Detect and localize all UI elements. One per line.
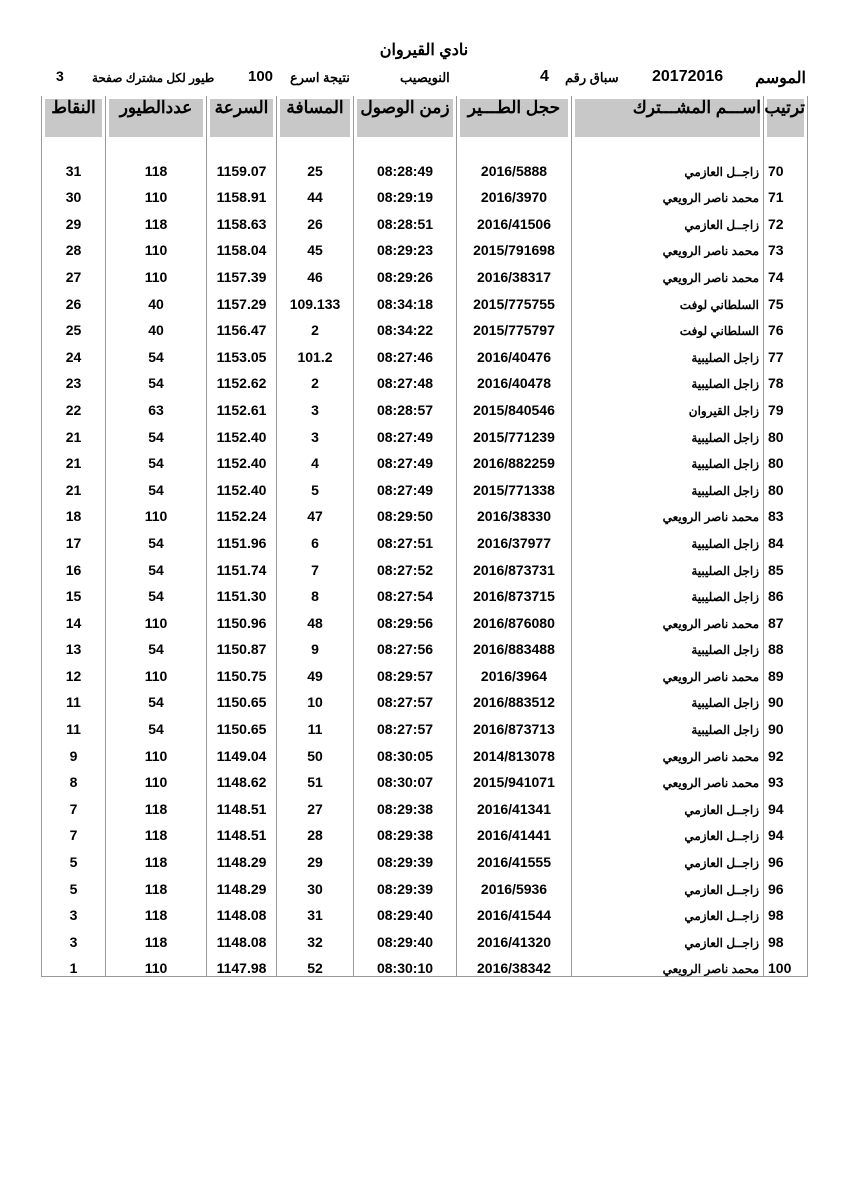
points-cell: 18 xyxy=(42,498,106,525)
points-cell: 31 xyxy=(42,140,106,179)
participant-name-cell: محمد ناصر الرويعي xyxy=(572,737,764,764)
rank-cell: 77 xyxy=(764,338,808,365)
speed-cell: 1150.65 xyxy=(207,710,277,737)
table-row xyxy=(42,737,808,764)
ring-number-cell: 2016/3964 xyxy=(457,657,572,684)
ring-number-cell: 2014/813078 xyxy=(457,737,572,764)
speed-cell: 1152.62 xyxy=(207,365,277,392)
speed-cell: 1152.40 xyxy=(207,471,277,498)
birds-count-cell: 110 xyxy=(106,950,207,977)
distance-cell: 10 xyxy=(277,684,354,711)
speed-cell: 1150.65 xyxy=(207,684,277,711)
distance-cell: 29 xyxy=(277,843,354,870)
participant-name-cell: زاجــل العازمي xyxy=(572,140,764,179)
rank-cell: 90 xyxy=(764,684,808,711)
ring-number-cell: 2016/873731 xyxy=(457,551,572,578)
birds-count-cell: 54 xyxy=(106,471,207,498)
arrival-time-cell: 08:28:57 xyxy=(354,391,457,418)
ring-number-cell: 2016/41441 xyxy=(457,817,572,844)
ring-number-cell: 2015/771338 xyxy=(457,471,572,498)
participant-name-cell: زاجــل العازمي xyxy=(572,870,764,897)
rank-cell: 76 xyxy=(764,312,808,339)
ring-number-cell: 2016/40476 xyxy=(457,338,572,365)
ring-number-cell: 2016/40478 xyxy=(457,365,572,392)
participant-name-cell: زاجل الصليبية xyxy=(572,524,764,551)
rank-cell: 74 xyxy=(764,258,808,285)
rank-cell: 73 xyxy=(764,232,808,259)
table-row xyxy=(42,418,808,445)
table-row xyxy=(42,684,808,711)
arrival-time-cell: 08:29:57 xyxy=(354,657,457,684)
participant-name-cell: زاجل الصليبية xyxy=(572,631,764,658)
table-row xyxy=(42,817,808,844)
rank-cell: 98 xyxy=(764,897,808,924)
rank-cell: 85 xyxy=(764,551,808,578)
table-row xyxy=(42,764,808,791)
points-cell: 24 xyxy=(42,338,106,365)
points-cell: 7 xyxy=(42,817,106,844)
results-table xyxy=(41,96,808,977)
participant-name-cell: محمد ناصر الرويعي xyxy=(572,258,764,285)
participant-name-cell: زاجل الصليبية xyxy=(572,551,764,578)
arrival-time-cell: 08:27:49 xyxy=(354,471,457,498)
birds-count-cell: 118 xyxy=(106,923,207,950)
arrival-time-cell: 08:30:10 xyxy=(354,950,457,977)
arrival-time-cell: 08:27:57 xyxy=(354,684,457,711)
participant-name-cell: زاجــل العازمي xyxy=(572,923,764,950)
rank-cell: 83 xyxy=(764,498,808,525)
birds-count-cell: 40 xyxy=(106,312,207,339)
birds-count-cell: 54 xyxy=(106,524,207,551)
points-cell: 22 xyxy=(42,391,106,418)
birds-count-cell: 54 xyxy=(106,551,207,578)
rank-cell: 94 xyxy=(764,790,808,817)
table-row xyxy=(42,391,808,418)
arrival-time-cell: 08:27:56 xyxy=(354,631,457,658)
participant-name-cell: محمد ناصر الرويعي xyxy=(572,179,764,206)
column-header-speed: السرعة xyxy=(207,96,277,140)
speed-cell: 1157.39 xyxy=(207,258,277,285)
birds-count-cell: 110 xyxy=(106,498,207,525)
ring-number-cell: 2016/38317 xyxy=(457,258,572,285)
birds-count-cell: 54 xyxy=(106,338,207,365)
page-number: 3 xyxy=(56,68,64,84)
distance-cell: 101.2 xyxy=(277,338,354,365)
participant-name-cell: زاجــل العازمي xyxy=(572,205,764,232)
participant-name-cell: زاجل الصليبية xyxy=(572,445,764,472)
distance-cell: 2 xyxy=(277,312,354,339)
table-row xyxy=(42,471,808,498)
ring-number-cell: 2016/41544 xyxy=(457,897,572,924)
points-cell: 11 xyxy=(42,684,106,711)
points-cell: 9 xyxy=(42,737,106,764)
points-cell: 16 xyxy=(42,551,106,578)
distance-cell: 6 xyxy=(277,524,354,551)
arrival-time-cell: 08:34:22 xyxy=(354,312,457,339)
table-row xyxy=(42,604,808,631)
distance-cell: 48 xyxy=(277,604,354,631)
table-row xyxy=(42,631,808,658)
participant-name-cell: السلطاني لوفت xyxy=(572,285,764,312)
ring-number-cell: 2016/38330 xyxy=(457,498,572,525)
speed-cell: 1150.75 xyxy=(207,657,277,684)
birds-count-cell: 110 xyxy=(106,764,207,791)
ring-number-cell: 2016/41341 xyxy=(457,790,572,817)
ring-number-cell: 2016/41320 xyxy=(457,923,572,950)
column-header-participant-name: اســـم المشـــترك xyxy=(572,96,764,140)
speed-cell: 1147.98 xyxy=(207,950,277,977)
distance-cell: 2 xyxy=(277,365,354,392)
points-cell: 5 xyxy=(42,843,106,870)
points-cell: 23 xyxy=(42,365,106,392)
ring-number-cell: 2015/840546 xyxy=(457,391,572,418)
points-cell: 21 xyxy=(42,445,106,472)
speed-cell: 1148.62 xyxy=(207,764,277,791)
ring-number-cell: 2016/5888 xyxy=(457,140,572,179)
distance-cell: 11 xyxy=(277,710,354,737)
rank-cell: 75 xyxy=(764,285,808,312)
speed-cell: 1151.74 xyxy=(207,551,277,578)
speed-cell: 1153.05 xyxy=(207,338,277,365)
birds-count-cell: 54 xyxy=(106,365,207,392)
speed-cell: 1149.04 xyxy=(207,737,277,764)
arrival-time-cell: 08:27:49 xyxy=(354,418,457,445)
participant-name-cell: السلطاني لوفت xyxy=(572,312,764,339)
points-cell: 28 xyxy=(42,232,106,259)
arrival-time-cell: 08:27:46 xyxy=(354,338,457,365)
column-header-arrival-time: زمن الوصول xyxy=(354,96,457,140)
participant-name-cell: زاجــل العازمي xyxy=(572,817,764,844)
table-row xyxy=(42,551,808,578)
arrival-time-cell: 08:29:26 xyxy=(354,258,457,285)
distance-cell: 52 xyxy=(277,950,354,977)
participant-name-cell: زاجل القيروان xyxy=(572,391,764,418)
participant-name-cell: زاجل الصليبية xyxy=(572,471,764,498)
race-number: 4 xyxy=(540,68,549,85)
table-row xyxy=(42,657,808,684)
table-row xyxy=(42,285,808,312)
distance-cell: 49 xyxy=(277,657,354,684)
rank-cell: 90 xyxy=(764,710,808,737)
speed-cell: 1150.96 xyxy=(207,604,277,631)
points-cell: 26 xyxy=(42,285,106,312)
arrival-time-cell: 08:27:52 xyxy=(354,551,457,578)
speed-cell: 1151.96 xyxy=(207,524,277,551)
distance-cell: 45 xyxy=(277,232,354,259)
birds-count-cell: 118 xyxy=(106,790,207,817)
points-cell: 14 xyxy=(42,604,106,631)
table-row xyxy=(42,710,808,737)
table-row xyxy=(42,338,808,365)
birds-count-cell: 54 xyxy=(106,684,207,711)
distance-cell: 50 xyxy=(277,737,354,764)
speed-cell: 1148.08 xyxy=(207,897,277,924)
participant-name-cell: زاجل الصليبية xyxy=(572,418,764,445)
rank-cell: 93 xyxy=(764,764,808,791)
rank-cell: 86 xyxy=(764,578,808,605)
rank-cell: 96 xyxy=(764,843,808,870)
participant-name-cell: محمد ناصر الرويعي xyxy=(572,764,764,791)
ring-number-cell: 2016/41506 xyxy=(457,205,572,232)
birds-count-cell: 110 xyxy=(106,604,207,631)
arrival-time-cell: 08:28:49 xyxy=(354,140,457,179)
distance-cell: 26 xyxy=(277,205,354,232)
participant-name-cell: زاجــل العازمي xyxy=(572,843,764,870)
distance-cell: 31 xyxy=(277,897,354,924)
arrival-time-cell: 08:30:07 xyxy=(354,764,457,791)
arrival-time-cell: 08:29:39 xyxy=(354,843,457,870)
rank-cell: 78 xyxy=(764,365,808,392)
rank-cell: 80 xyxy=(764,418,808,445)
ring-number-cell: 2015/775797 xyxy=(457,312,572,339)
race-label: سباق رقم xyxy=(565,70,619,85)
distance-cell: 46 xyxy=(277,258,354,285)
birds-count-cell: 54 xyxy=(106,445,207,472)
arrival-time-cell: 08:29:38 xyxy=(354,790,457,817)
participant-name-cell: زاجل الصليبية xyxy=(572,365,764,392)
points-cell: 13 xyxy=(42,631,106,658)
participant-name-cell: محمد ناصر الرويعي xyxy=(572,657,764,684)
ring-number-cell: 2016/37977 xyxy=(457,524,572,551)
points-cell: 12 xyxy=(42,657,106,684)
birds-count-cell: 63 xyxy=(106,391,207,418)
rank-cell: 94 xyxy=(764,817,808,844)
ring-number-cell: 2015/775755 xyxy=(457,285,572,312)
distance-cell: 27 xyxy=(277,790,354,817)
table-row xyxy=(42,578,808,605)
birds-count: 100 xyxy=(248,68,274,85)
arrival-time-cell: 08:28:51 xyxy=(354,205,457,232)
rank-cell: 79 xyxy=(764,391,808,418)
table-row xyxy=(42,258,808,285)
arrival-time-cell: 08:27:48 xyxy=(354,365,457,392)
ring-number-cell: 2016/876080 xyxy=(457,604,572,631)
race-name: النويصيب xyxy=(400,70,450,85)
ring-number-cell: 2015/791698 xyxy=(457,232,572,259)
arrival-time-cell: 08:29:56 xyxy=(354,604,457,631)
participant-name-cell: زاجــل العازمي xyxy=(572,790,764,817)
speed-cell: 1148.51 xyxy=(207,790,277,817)
points-cell: 8 xyxy=(42,764,106,791)
birds-count-cell: 54 xyxy=(106,578,207,605)
rank-cell: 87 xyxy=(764,604,808,631)
column-header-birds-count: عددالطيور xyxy=(106,96,207,140)
distance-cell: 7 xyxy=(277,551,354,578)
participant-name-cell: محمد ناصر الرويعي xyxy=(572,950,764,977)
result-label: نتيجة اسرع xyxy=(290,70,350,85)
rank-cell: 71 xyxy=(764,179,808,206)
arrival-time-cell: 08:29:40 xyxy=(354,897,457,924)
rank-cell: 72 xyxy=(764,205,808,232)
points-cell: 17 xyxy=(42,524,106,551)
arrival-time-cell: 08:27:57 xyxy=(354,710,457,737)
points-cell: 5 xyxy=(42,870,106,897)
distance-cell: 3 xyxy=(277,418,354,445)
ring-number-cell: 2016/883488 xyxy=(457,631,572,658)
points-cell: 29 xyxy=(42,205,106,232)
rank-cell: 96 xyxy=(764,870,808,897)
birds-count-cell: 54 xyxy=(106,418,207,445)
ring-number-cell: 2016/5936 xyxy=(457,870,572,897)
table-row xyxy=(42,897,808,924)
speed-cell: 1148.29 xyxy=(207,870,277,897)
table-row xyxy=(42,950,808,977)
table-row xyxy=(42,140,808,179)
table-row xyxy=(42,498,808,525)
birds-count-cell: 110 xyxy=(106,232,207,259)
table-row xyxy=(42,790,808,817)
distance-cell: 5 xyxy=(277,471,354,498)
rank-cell: 70 xyxy=(764,140,808,179)
distance-cell: 4 xyxy=(277,445,354,472)
table-row xyxy=(42,843,808,870)
distance-cell: 32 xyxy=(277,923,354,950)
rank-cell: 100 xyxy=(764,950,808,977)
points-cell: 1 xyxy=(42,950,106,977)
ring-number-cell: 2015/771239 xyxy=(457,418,572,445)
points-cell: 30 xyxy=(42,179,106,206)
speed-cell: 1157.29 xyxy=(207,285,277,312)
birds-count-cell: 110 xyxy=(106,657,207,684)
birds-count-cell: 40 xyxy=(106,285,207,312)
rank-cell: 88 xyxy=(764,631,808,658)
column-header-distance: المسافة xyxy=(277,96,354,140)
speed-cell: 1152.40 xyxy=(207,418,277,445)
ring-number-cell: 2016/41555 xyxy=(457,843,572,870)
birds-count-cell: 110 xyxy=(106,179,207,206)
birds-count-cell: 118 xyxy=(106,205,207,232)
points-cell: 21 xyxy=(42,418,106,445)
birds-count-cell: 118 xyxy=(106,140,207,179)
speed-cell: 1158.63 xyxy=(207,205,277,232)
points-cell: 25 xyxy=(42,312,106,339)
points-cell: 27 xyxy=(42,258,106,285)
rank-cell: 98 xyxy=(764,923,808,950)
arrival-time-cell: 08:29:38 xyxy=(354,817,457,844)
season-value: 20172016 xyxy=(652,68,724,85)
ring-number-cell: 2016/873713 xyxy=(457,710,572,737)
participant-name-cell: زاجل الصليبية xyxy=(572,578,764,605)
speed-cell: 1148.08 xyxy=(207,923,277,950)
speed-cell: 1148.29 xyxy=(207,843,277,870)
distance-cell: 25 xyxy=(277,140,354,179)
table-row xyxy=(42,365,808,392)
distance-cell: 109.133 xyxy=(277,285,354,312)
table-row xyxy=(42,524,808,551)
arrival-time-cell: 08:27:49 xyxy=(354,445,457,472)
table-row xyxy=(42,445,808,472)
column-header-points: النقاط xyxy=(42,96,106,140)
distance-cell: 44 xyxy=(277,179,354,206)
speed-cell: 1150.87 xyxy=(207,631,277,658)
column-header-rank: ترتيب xyxy=(764,96,808,140)
distance-cell: 51 xyxy=(277,764,354,791)
arrival-time-cell: 08:30:05 xyxy=(354,737,457,764)
birds-count-cell: 118 xyxy=(106,843,207,870)
birds-count-cell: 118 xyxy=(106,817,207,844)
speed-cell: 1158.04 xyxy=(207,232,277,259)
ring-number-cell: 2016/882259 xyxy=(457,445,572,472)
speed-cell: 1148.51 xyxy=(207,817,277,844)
participant-name-cell: زاجل الصليبية xyxy=(572,684,764,711)
birds-count-cell: 118 xyxy=(106,870,207,897)
table-row xyxy=(42,232,808,259)
speed-cell: 1152.40 xyxy=(207,445,277,472)
points-cell: 3 xyxy=(42,897,106,924)
arrival-time-cell: 08:27:54 xyxy=(354,578,457,605)
participant-name-cell: محمد ناصر الرويعي xyxy=(572,604,764,631)
rank-cell: 92 xyxy=(764,737,808,764)
speed-cell: 1152.24 xyxy=(207,498,277,525)
arrival-time-cell: 08:29:23 xyxy=(354,232,457,259)
arrival-time-cell: 08:29:50 xyxy=(354,498,457,525)
per-member-label: طيور لكل مشترك صفحة xyxy=(92,71,215,85)
speed-cell: 1156.47 xyxy=(207,312,277,339)
rank-cell: 89 xyxy=(764,657,808,684)
distance-cell: 3 xyxy=(277,391,354,418)
distance-cell: 8 xyxy=(277,578,354,605)
points-cell: 3 xyxy=(42,923,106,950)
participant-name-cell: زاجل الصليبية xyxy=(572,710,764,737)
ring-number-cell: 2016/883512 xyxy=(457,684,572,711)
participant-name-cell: زاجل الصليبية xyxy=(572,338,764,365)
birds-count-cell: 118 xyxy=(106,897,207,924)
ring-number-cell: 2016/873715 xyxy=(457,578,572,605)
points-cell: 15 xyxy=(42,578,106,605)
ring-number-cell: 2016/38342 xyxy=(457,950,572,977)
participant-name-cell: محمد ناصر الرويعي xyxy=(572,498,764,525)
points-cell: 21 xyxy=(42,471,106,498)
column-header-ring-number: حجل الطـــير xyxy=(457,96,572,140)
ring-number-cell: 2016/3970 xyxy=(457,179,572,206)
rank-cell: 80 xyxy=(764,445,808,472)
birds-count-cell: 110 xyxy=(106,737,207,764)
participant-name-cell: زاجــل العازمي xyxy=(572,897,764,924)
club-title: نادي القيروان xyxy=(379,42,469,59)
speed-cell: 1158.91 xyxy=(207,179,277,206)
distance-cell: 9 xyxy=(277,631,354,658)
arrival-time-cell: 08:34:18 xyxy=(354,285,457,312)
ring-number-cell: 2015/941071 xyxy=(457,764,572,791)
rank-cell: 84 xyxy=(764,524,808,551)
table-row xyxy=(42,870,808,897)
birds-count-cell: 54 xyxy=(106,710,207,737)
distance-cell: 28 xyxy=(277,817,354,844)
arrival-time-cell: 08:29:39 xyxy=(354,870,457,897)
speed-cell: 1151.30 xyxy=(207,578,277,605)
season-label: الموسم xyxy=(755,70,806,87)
arrival-time-cell: 08:27:51 xyxy=(354,524,457,551)
rank-cell: 80 xyxy=(764,471,808,498)
arrival-time-cell: 08:29:40 xyxy=(354,923,457,950)
arrival-time-cell: 08:29:19 xyxy=(354,179,457,206)
table-row xyxy=(42,179,808,206)
table-row xyxy=(42,205,808,232)
birds-count-cell: 110 xyxy=(106,258,207,285)
table-row xyxy=(42,312,808,339)
distance-cell: 30 xyxy=(277,870,354,897)
participant-name-cell: محمد ناصر الرويعي xyxy=(572,232,764,259)
speed-cell: 1159.07 xyxy=(207,140,277,179)
table-row xyxy=(42,923,808,950)
points-cell: 7 xyxy=(42,790,106,817)
speed-cell: 1152.61 xyxy=(207,391,277,418)
birds-count-cell: 54 xyxy=(106,631,207,658)
points-cell: 11 xyxy=(42,710,106,737)
distance-cell: 47 xyxy=(277,498,354,525)
